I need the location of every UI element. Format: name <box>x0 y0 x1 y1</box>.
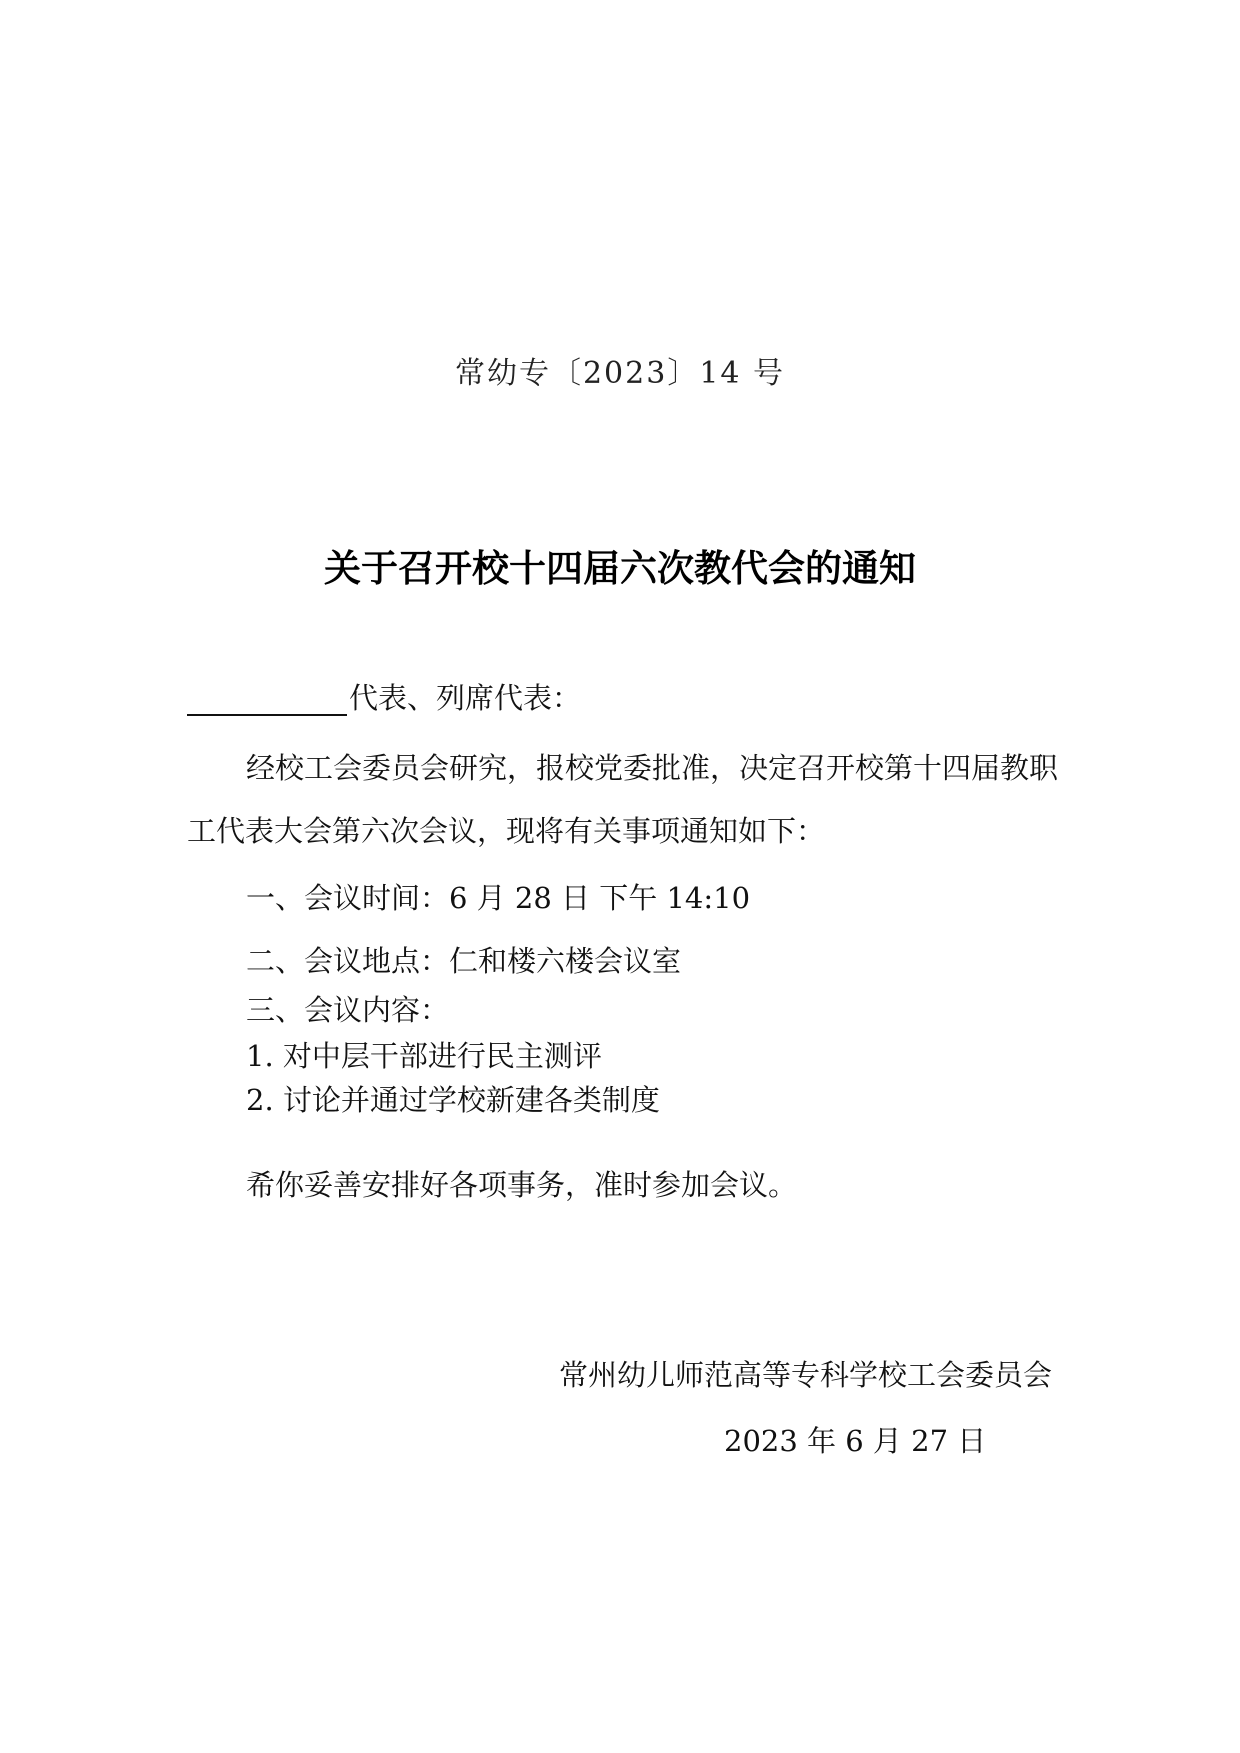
addressee-text: 代表、列席代表： <box>349 681 582 715</box>
document-title: 关于召开校十四届六次教代会的通知 <box>324 546 916 590</box>
addressee-blank <box>187 684 347 716</box>
meeting-content-heading: 三、会议内容： <box>246 993 450 1027</box>
meeting-time: 一、会议时间：6 月 28 日 下午 14:10 <box>246 881 751 915</box>
meeting-place: 二、会议地点：仁和楼六楼会议室 <box>246 944 682 978</box>
signature-organization: 常州幼儿师范高等专科学校工会委员会 <box>558 1358 1052 1392</box>
meeting-content-item-1: 1. 对中层干部进行民主测评 <box>246 1039 602 1073</box>
closing-sentence: 希你妥善安排好各项事务，准时参加会议。 <box>246 1168 798 1202</box>
body-paragraph-line-2: 工代表大会第六次会议，现将有关事项通知如下： <box>187 814 826 848</box>
body-paragraph-line-1: 经校工会委员会研究，报校党委批准，决定召开校第十四届教职 <box>246 751 1059 785</box>
meeting-content-item-2: 2. 讨论并通过学校新建各类制度 <box>246 1083 660 1117</box>
addressee-line <box>187 680 581 716</box>
document-number: 常幼专〔2023〕14 号 <box>454 356 786 391</box>
issue-date: 2023 年 6 月 27 日 <box>724 1424 987 1458</box>
